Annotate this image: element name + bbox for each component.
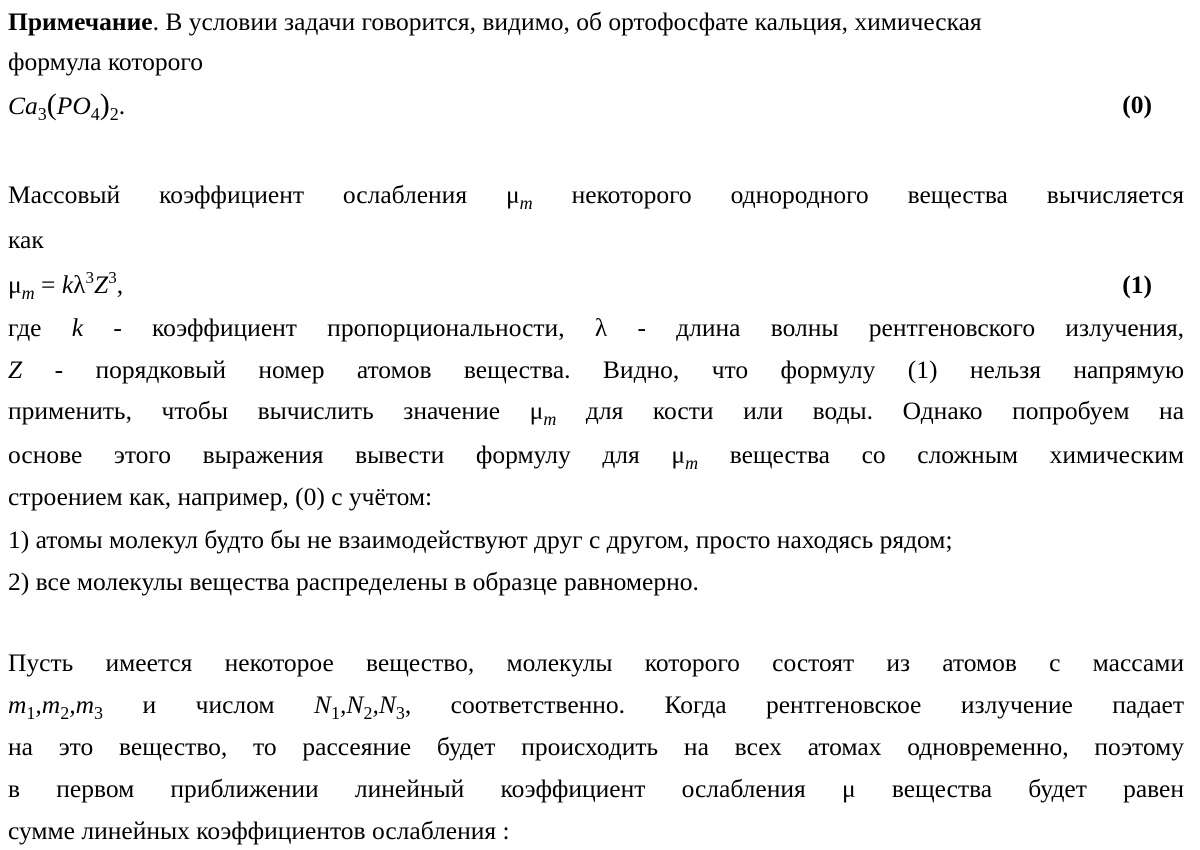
para2-line-6: применить, чтобы вычислить значение $\mu_m$ для кости или воды. Однако попробуем на [8,396,1185,429]
list-item-1: 1) атомы молекул будто бы не взаимодействуют друг с другом, просто находясь рядом; [8,525,953,554]
note-line-2: формула которого [8,47,203,76]
equation-number-0: (0) [1122,90,1152,119]
para3-line-4: в первом приближении линейный коэффициент ослабления μ вещества будет равен [8,774,1185,803]
list-item-2: 2) все молекулы вещества распределены в образце равномерно. [8,567,699,596]
para3-line-2: $m_1,m_2,m_3$ и числом $N_1,N_2,N_3$, соответственно. Когда рентгеновское излучение падает [8,690,1184,723]
note-label: Примечание [8,7,153,36]
para2-line-1: Массовый коэффициент ослабления $\mu_m$ некоторого однородного вещества вычисляется [8,180,1185,213]
para2-line-2: как [8,225,44,254]
note-line [8,7,1184,37]
para3-line-5: сумме линейных коэффициентов ослабления : [8,816,510,845]
para2-line-7: основе этого выражения вывести формулу для $\mu_m$ вещества со сложным химическим [8,440,1185,473]
note-text: . В условии задачи говорится, видимо, об ортофосфате кальция, химическая [152,7,982,36]
para2-line-4: где k - коэффициент пропорциональности, λ - длина волны рентгеновского излучения, [8,313,1185,342]
equation-number-1: (1) [1122,270,1152,299]
para3-line-3: на это вещество, то рассеяние будет происходить на всех атомах одновременно, поэтому [8,732,1184,761]
para2-line-5: Z - порядковый номер атомов вещества. Видно, что формулу (1) нельзя напрямую [8,355,1185,384]
para3-line-1: Пусть имеется некоторое вещество, молекулы которого состоят из атомов с массами [8,648,1184,677]
para2-line-8: строением как, например, (0) с учётом: [8,482,433,511]
formula-0: $Ca_3(PO_4)_2$. [8,88,126,124]
formula-1: $\mu_m = k\lambda^3Z^3$, [8,268,124,303]
